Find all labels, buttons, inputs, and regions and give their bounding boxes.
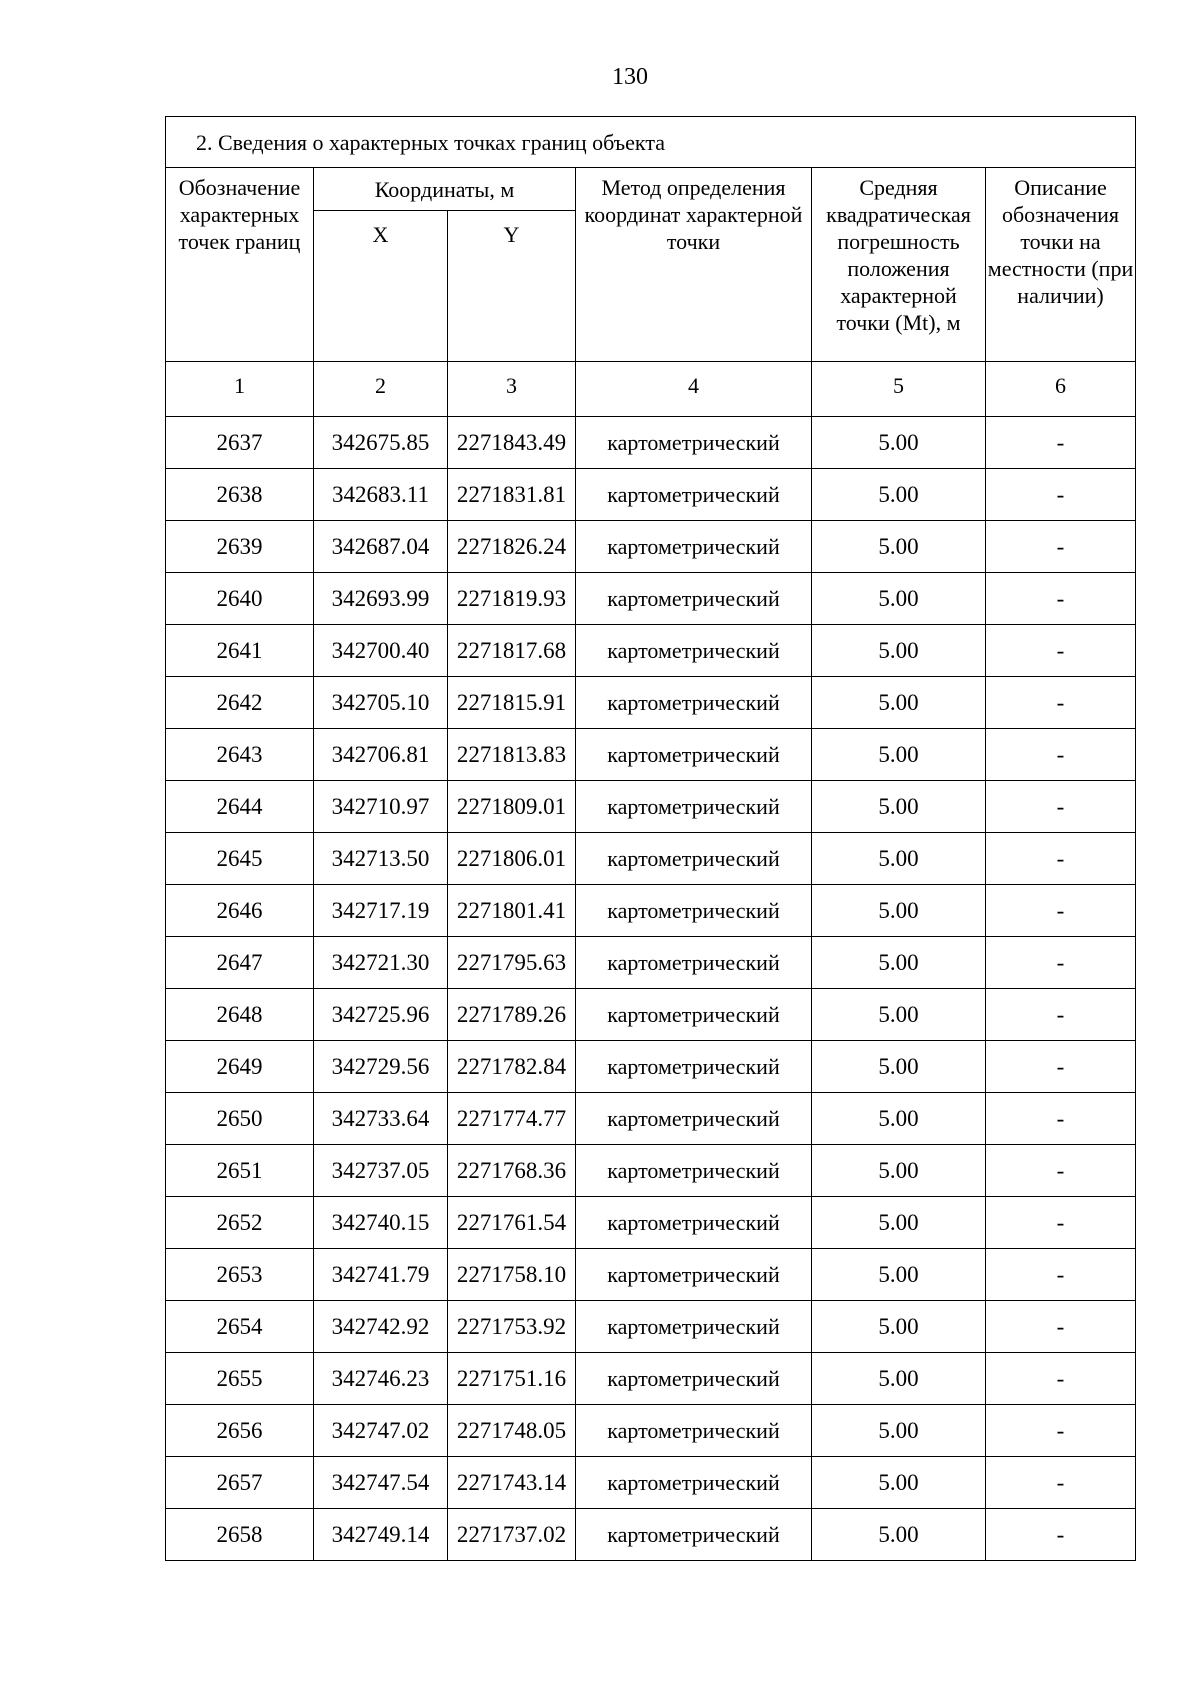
y-coordinate-cell: 2271819.93: [448, 573, 576, 625]
table-row: [166, 417, 1136, 469]
description-cell: -: [986, 781, 1136, 833]
description-cell: -: [986, 417, 1136, 469]
error-cell: 5.00: [812, 989, 986, 1041]
description-cell: -: [986, 885, 1136, 937]
error-cell: 5.00: [812, 1353, 986, 1405]
column-number: 1: [166, 362, 314, 417]
x-coordinate-cell: 342675.85: [314, 417, 448, 469]
method-cell: картометрический: [576, 677, 812, 729]
description-cell: -: [986, 1197, 1136, 1249]
error-cell: 5.00: [812, 937, 986, 989]
method-cell: картометрический: [576, 1405, 812, 1457]
error-cell: 5.00: [812, 1509, 986, 1561]
method-cell: картометрический: [576, 1301, 812, 1353]
x-coordinate-cell: 342729.56: [314, 1041, 448, 1093]
method-cell: картометрический: [576, 1197, 812, 1249]
x-coordinate-cell: 342705.10: [314, 677, 448, 729]
error-cell: 5.00: [812, 625, 986, 677]
description-cell: -: [986, 1093, 1136, 1145]
boundary-points-table: [165, 116, 1136, 1561]
method-cell: картометрический: [576, 989, 812, 1041]
y-coordinate-cell: 2271795.63: [448, 937, 576, 989]
header-point-designation: Обозначение характерных точек границ: [166, 168, 314, 362]
y-coordinate-cell: 2271809.01: [448, 781, 576, 833]
table-row: [166, 1041, 1136, 1093]
x-coordinate-cell: 342710.97: [314, 781, 448, 833]
table-body: [166, 417, 1136, 1561]
point-id-cell: 2641: [166, 625, 314, 677]
description-cell: -: [986, 729, 1136, 781]
x-coordinate-cell: 342747.02: [314, 1405, 448, 1457]
column-number: 6: [986, 362, 1136, 417]
header-y: Y: [448, 211, 576, 362]
point-id-cell: 2648: [166, 989, 314, 1041]
description-cell: -: [986, 573, 1136, 625]
point-id-cell: 2645: [166, 833, 314, 885]
error-cell: 5.00: [812, 417, 986, 469]
table-row: [166, 937, 1136, 989]
method-cell: картометрический: [576, 521, 812, 573]
description-cell: -: [986, 937, 1136, 989]
x-coordinate-cell: 342742.92: [314, 1301, 448, 1353]
y-coordinate-cell: 2271815.91: [448, 677, 576, 729]
error-cell: 5.00: [812, 781, 986, 833]
method-cell: картометрический: [576, 781, 812, 833]
method-cell: картометрический: [576, 1145, 812, 1197]
table-row: [166, 729, 1136, 781]
table-row: [166, 1509, 1136, 1561]
x-coordinate-cell: 342746.23: [314, 1353, 448, 1405]
error-cell: 5.00: [812, 469, 986, 521]
table-row: [166, 1405, 1136, 1457]
table-row: [166, 1353, 1136, 1405]
error-cell: 5.00: [812, 1405, 986, 1457]
method-cell: картометрический: [576, 937, 812, 989]
point-id-cell: 2656: [166, 1405, 314, 1457]
error-cell: 5.00: [812, 885, 986, 937]
y-coordinate-cell: 2271751.16: [448, 1353, 576, 1405]
y-coordinate-cell: 2271737.02: [448, 1509, 576, 1561]
table-caption: 2. Сведения о характерных точках границ объекта: [166, 117, 1136, 168]
y-coordinate-cell: 2271774.77: [448, 1093, 576, 1145]
description-cell: -: [986, 1509, 1136, 1561]
x-coordinate-cell: 342683.11: [314, 469, 448, 521]
method-cell: картометрический: [576, 469, 812, 521]
table-row: [166, 625, 1136, 677]
method-cell: картометрический: [576, 885, 812, 937]
point-id-cell: 2639: [166, 521, 314, 573]
y-coordinate-cell: 2271817.68: [448, 625, 576, 677]
table-row: [166, 1301, 1136, 1353]
error-cell: 5.00: [812, 729, 986, 781]
point-id-cell: 2644: [166, 781, 314, 833]
table-header: [166, 117, 1136, 417]
y-coordinate-cell: 2271826.24: [448, 521, 576, 573]
method-cell: картометрический: [576, 1353, 812, 1405]
point-id-cell: 2646: [166, 885, 314, 937]
column-number: 4: [576, 362, 812, 417]
y-coordinate-cell: 2271831.81: [448, 469, 576, 521]
column-number: 3: [448, 362, 576, 417]
method-cell: картометрический: [576, 833, 812, 885]
point-id-cell: 2654: [166, 1301, 314, 1353]
method-cell: картометрический: [576, 1249, 812, 1301]
header-description: Описание обозначения точки на местности (при наличии): [986, 168, 1136, 362]
y-coordinate-cell: 2271758.10: [448, 1249, 576, 1301]
error-cell: 5.00: [812, 1093, 986, 1145]
point-id-cell: 2657: [166, 1457, 314, 1509]
error-cell: 5.00: [812, 833, 986, 885]
table-row: [166, 1093, 1136, 1145]
y-coordinate-cell: 2271789.26: [448, 989, 576, 1041]
description-cell: -: [986, 521, 1136, 573]
method-cell: картометрический: [576, 1041, 812, 1093]
method-cell: картометрический: [576, 417, 812, 469]
point-id-cell: 2643: [166, 729, 314, 781]
x-coordinate-cell: 342747.54: [314, 1457, 448, 1509]
table-row: [166, 885, 1136, 937]
error-cell: 5.00: [812, 1197, 986, 1249]
x-coordinate-cell: 342733.64: [314, 1093, 448, 1145]
table-row: [166, 521, 1136, 573]
table-row: [166, 989, 1136, 1041]
point-id-cell: 2642: [166, 677, 314, 729]
y-coordinate-cell: 2271753.92: [448, 1301, 576, 1353]
error-cell: 5.00: [812, 1041, 986, 1093]
table-row: [166, 1457, 1136, 1509]
point-id-cell: 2651: [166, 1145, 314, 1197]
y-coordinate-cell: 2271743.14: [448, 1457, 576, 1509]
description-cell: -: [986, 677, 1136, 729]
x-coordinate-cell: 342687.04: [314, 521, 448, 573]
x-coordinate-cell: 342706.81: [314, 729, 448, 781]
point-id-cell: 2652: [166, 1197, 314, 1249]
x-coordinate-cell: 342713.50: [314, 833, 448, 885]
description-cell: -: [986, 1301, 1136, 1353]
column-number-row: [166, 362, 1136, 417]
table-row: [166, 677, 1136, 729]
y-coordinate-cell: 2271806.01: [448, 833, 576, 885]
x-coordinate-cell: 342700.40: [314, 625, 448, 677]
x-coordinate-cell: 342740.15: [314, 1197, 448, 1249]
point-id-cell: 2638: [166, 469, 314, 521]
point-id-cell: 2640: [166, 573, 314, 625]
table-row: [166, 1249, 1136, 1301]
table-row: [166, 469, 1136, 521]
description-cell: -: [986, 1405, 1136, 1457]
description-cell: -: [986, 1353, 1136, 1405]
description-cell: -: [986, 1249, 1136, 1301]
description-cell: -: [986, 1457, 1136, 1509]
error-cell: 5.00: [812, 1457, 986, 1509]
method-cell: картометрический: [576, 1457, 812, 1509]
point-id-cell: 2655: [166, 1353, 314, 1405]
error-cell: 5.00: [812, 573, 986, 625]
x-coordinate-cell: 342721.30: [314, 937, 448, 989]
y-coordinate-cell: 2271782.84: [448, 1041, 576, 1093]
method-cell: картометрический: [576, 1509, 812, 1561]
error-cell: 5.00: [812, 1249, 986, 1301]
description-cell: -: [986, 1041, 1136, 1093]
table-row: [166, 833, 1136, 885]
point-id-cell: 2649: [166, 1041, 314, 1093]
header-coordinates: Координаты, м: [314, 168, 576, 211]
method-cell: картометрический: [576, 573, 812, 625]
table-row: [166, 573, 1136, 625]
column-number: 5: [812, 362, 986, 417]
description-cell: -: [986, 833, 1136, 885]
y-coordinate-cell: 2271843.49: [448, 417, 576, 469]
page-number: 130: [612, 64, 648, 90]
method-cell: картометрический: [576, 729, 812, 781]
x-coordinate-cell: 342725.96: [314, 989, 448, 1041]
table-row: [166, 1145, 1136, 1197]
description-cell: -: [986, 625, 1136, 677]
description-cell: -: [986, 469, 1136, 521]
error-cell: 5.00: [812, 1145, 986, 1197]
point-id-cell: 2653: [166, 1249, 314, 1301]
error-cell: 5.00: [812, 677, 986, 729]
description-cell: -: [986, 989, 1136, 1041]
method-cell: картометрический: [576, 1093, 812, 1145]
header-x: X: [314, 211, 448, 362]
header-error: Средняя квадратическая погрешность положения характерной точки (Mt), м: [812, 168, 986, 362]
table-row: [166, 781, 1136, 833]
x-coordinate-cell: 342741.79: [314, 1249, 448, 1301]
y-coordinate-cell: 2271761.54: [448, 1197, 576, 1249]
description-cell: -: [986, 1145, 1136, 1197]
error-cell: 5.00: [812, 1301, 986, 1353]
error-cell: 5.00: [812, 521, 986, 573]
point-id-cell: 2637: [166, 417, 314, 469]
method-cell: картометрический: [576, 625, 812, 677]
header-method: Метод определения координат характерной точки: [576, 168, 812, 362]
table-row: [166, 1197, 1136, 1249]
x-coordinate-cell: 342749.14: [314, 1509, 448, 1561]
point-id-cell: 2647: [166, 937, 314, 989]
y-coordinate-cell: 2271813.83: [448, 729, 576, 781]
x-coordinate-cell: 342737.05: [314, 1145, 448, 1197]
x-coordinate-cell: 342693.99: [314, 573, 448, 625]
column-number: 2: [314, 362, 448, 417]
y-coordinate-cell: 2271801.41: [448, 885, 576, 937]
point-id-cell: 2650: [166, 1093, 314, 1145]
y-coordinate-cell: 2271768.36: [448, 1145, 576, 1197]
x-coordinate-cell: 342717.19: [314, 885, 448, 937]
y-coordinate-cell: 2271748.05: [448, 1405, 576, 1457]
point-id-cell: 2658: [166, 1509, 314, 1561]
